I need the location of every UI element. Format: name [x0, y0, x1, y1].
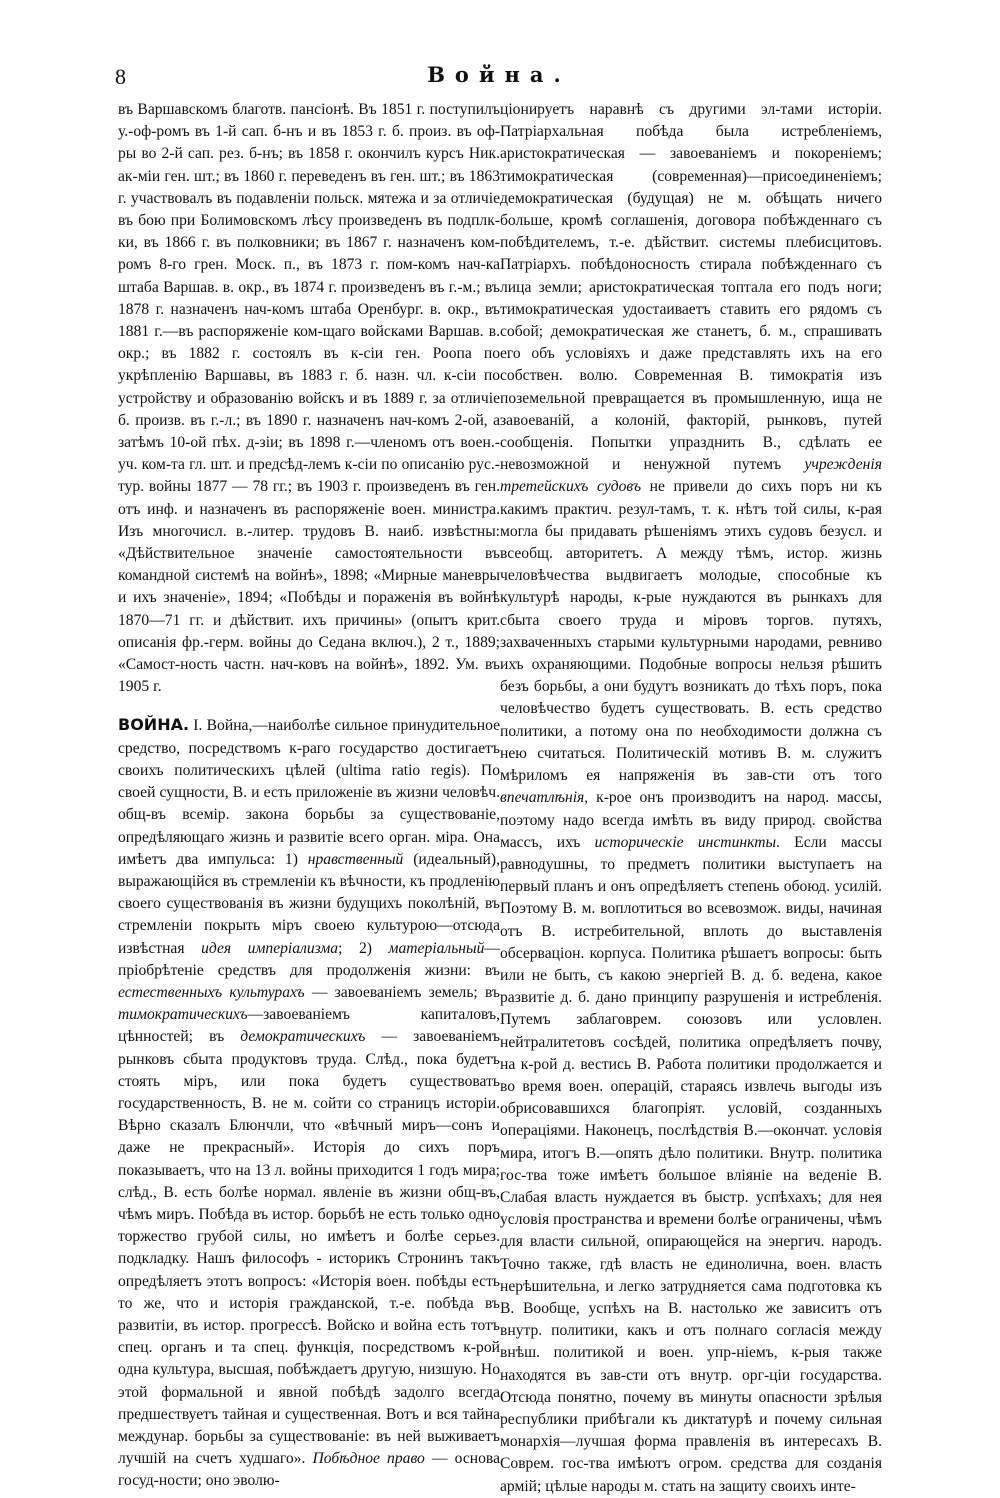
text-run: I. Война,—наиболѣе сильное принудительное средство, посредствомъ к-раго государство достигаетъ своихъ политическихъ цѣлей (ultima ratio regis). По своей сущности, В. и есть приложеніе въ жизни человѣч. общ-въ всемір. закона борьбы за существованіе, опредѣляющаго жизнь и развитіе всего орган. міра. Она имѣетъ два импульса: 1) — [118, 717, 500, 868]
text-run: ціонируетъ наравнѣ съ другими эл-тами исторіи. Патріархальная побѣда была истребленіемъ, аристократическая — завоеваніемъ и покореніемъ; тимократическая (современная)—присоединеніемъ; демократическая (будущая) не м. обѣщать ничего больше, кромѣ соглашенія, договора побѣжденнаго съ побѣдителемъ, т.-е. дѣйствит. системы плебисцитовъ. Патріархъ. побѣдоносность стирала побѣжденнаго съ лица земли; аристократическая топтала его подъ ноги; тимократическая удостаиваетъ ставить его рядомъ съ собой; демократическая же станетъ, б. м., спрашивать его объ условіяхъ и даже представлять ихъ на его собствен. волю. Современная В. тимократія изъ поземельной превращается въ промышленную, ища не завоеваній, а колоній, факторій, рынковъ, путей сообщенія. Попытки упразднить В., сдѣлать ее невозможной и ненужной путемъ — [500, 101, 882, 474]
italic-term: Побѣдное право — [312, 1450, 425, 1468]
italic-term: учрежденія третейскихъ судовъ — [500, 456, 882, 496]
italic-term: матеріальный — [388, 939, 485, 957]
left-column — [118, 99, 500, 1490]
italic-term: идея имперіализма — [201, 939, 339, 957]
headword: ВОЙНА. — [118, 715, 190, 735]
italic-term: впечатлѣнія — [500, 789, 585, 807]
italic-term: нравственный — [307, 850, 404, 868]
page-number: 8 — [115, 64, 126, 89]
text-run: — основа госуд-ности; оно эволю- — [118, 1450, 500, 1490]
text-run: , к-рое онъ производитъ на народ. массы, поэтому надо всегда имѣть въ виду природ. свойства массъ, ихъ — [500, 789, 882, 851]
text-run: ; 2) — [338, 939, 389, 957]
text-run: —пріобрѣтеніе средствъ для продолженія жизни: въ — [118, 939, 500, 979]
article-continuation — [500, 99, 882, 1498]
biography-paragraph: въ Варшавскомъ благотв. пансіонѣ. Въ 1851 г. поступилъ у.-оф-ромъ въ 1-й сап. б-нъ и въ 1853 г. б. произ. въ оф-ры во 2-й сап. рез. б-нъ; въ 1858 г. окончилъ курсъ Ник. ак-міи ген. шт.; въ 1860 г. переведенъ въ ген. шт.; въ 1863 г. участвовалъ въ подавленіи польск. мятежа и за отличіе въ бою при Болимовскомъ лѣсу произведенъ въ подплк-ки, въ 1866 г. въ полковники; въ 1867 г. назначенъ ком-ромъ 8-го грен. Моск. п., въ 1873 г. пом-комъ нач-ка штаба Варшав. в. окр., въ 1874 г. произведенъ въ г.-м.; въ 1878 г. назначенъ нач-комъ штаба Оренбург. в. окр., въ 1881 г.—въ распоряженіе ком-щаго войсками Варшав. в. окр.; въ 1882 г. состоялъ въ к-сіи ген. Роопа по укрѣпленію Варшавы, въ 1883 г. б. назн. чл. к-сіи по устройству и образованію войскъ и въ 1889 г. за отличіе б. произв. въ г.-л.; въ 1890 г. назначенъ нач-комъ 2-ой, а затѣмъ 10-ой пѣх. д-зіи; въ 1898 г.—членомъ отъ воен.-уч. ком-та гл. шт. и предсѣд-лемъ к-сіи по описанію рус.-тур. войны 1877 — 78 гг.; въ 1903 г. произведенъ въ ген. отъ инф. и назначенъ въ распоряженіе воен. министра. Изъ многочисл. в.-литер. трудовъ В. наиб. извѣстны: «Дѣйствительное значеніе самостоятельности въ командной системѣ на войнѣ», 1898; «Мирные маневры и ихъ значеніе», 1894; «Побѣды и пораженія въ войнѣ 1870—71 гг. и дѣйствит. ихъ причины» (опытъ крит. описанія фр.-герм. войны до Седана включ.), 2 т., 1889; «Самост-ность частн. нач-ковъ на войнѣ», 1892. Ум. въ 1905 г. — [118, 101, 500, 696]
italic-term: историческіе инстинкты — [594, 833, 777, 851]
text-run: — завоеваніемъ рынковъ сбыта продуктовъ труда. Слѣд., пока будетъ стоять міръ, или пока будетъ существовать государственность, В. не м. сойти со страницъ исторіи. Вѣрно сказалъ Блюнчли, что «вѣчный миръ—сонъ и даже не прекрасный». Исторія до сихъ поръ показываетъ, что на 13 л. войны приходится 1 годъ мира; слѣд., В. есть болѣе нормал. явленіе въ жизни общ-въ, чѣмъ миръ. Побѣда въ истор. борьбѣ не есть только одно торжество грубой силы, но имѣетъ и болѣе серьез. подкладку. Нашъ философъ - историкъ Стронинъ такъ опредѣляетъ этотъ вопросъ: «Исторія воен. побѣды есть то же, что и исторія гражданской, т.-е. побѣда въ развитіи, въ истор. прогрессѣ. Войско и война есть тотъ спец. органъ и та спец. функція, посредствомъ к-рой одна культура, высшая, побѣждаетъ другую, низшую. Но этой формальной и явной побѣдѣ задолго всегда предшествуетъ тайная и существенная. Вотъ и вся тайна междунар. борьбы за существованіе: въ ней выживаетъ лучшій на счетъ худшаго». — [118, 1028, 500, 1468]
italic-term: тимократическихъ — [118, 1006, 248, 1024]
text-run: не привели до сихъ поръ ни къ какимъ практич. резул-тамъ, т. к. нѣтъ той силы, к-рая могла бы придавать рѣшеніямъ этихъ судовъ безусл. и всеобщ. авторитетъ. А между тѣмъ, истор. жизнь человѣчества выдвигаетъ молодые, способные къ культурѣ народы, к-рые нуждаются въ рынкахъ для сбыта своего труда и міровъ торгов. путяхъ, захваченныхъ старыми культурными народами, ревниво ихъ охраняющими. Подобные вопросы нельзя рѣшить безъ борьбы, а они будутъ возникать до тѣхъ поръ, пока человѣчество будетъ существовать. В. есть средство политики, а потому она по необходимости должна съ нею считаться. Политическій мотивъ В. м. служитъ мѣриломъ ея напряженія въ зав-сти отъ того — [500, 478, 882, 785]
right-column — [500, 99, 882, 1495]
italic-term: естественныхъ культурахъ — [118, 983, 305, 1001]
running-title: Война. — [427, 62, 571, 87]
text-run: (идеальный), выражающійся въ стремленіи къ вѣчности, къ продленію своего существованія въ жизни будущихъ поколѣній, въ стремленіи покрыть міръ своею культурою—отсюда извѣстная — [118, 850, 500, 957]
text-run: . Если массы равнодушны, то предметъ политики выступаетъ на первый планъ и онъ опредѣляетъ степень обоюд. усилій. Поэтому В. м. воплотиться во всевозмож. виды, начиная отъ В. истребительной, вплоть до выставленія обсервацiон. корпуса. Политика рѣшаетъ вопросы: быть или не быть, съ какою энергіей В. д. б. ведена, какое развитіе д. б. дано принципу разрушенія и истребленія. Путемъ заблаговрем. союзовъ или условлен. нейтралитетовъ сосѣдей, политика опредѣляетъ почву, на к-рой д. вестись В. Работа политики продолжается и во время воен. операцій, стараясь извлечь выгоды изъ обрисовавшихся благопріят. условій, созданныхъ операціями. Наконецъ, послѣдствія В.—окончат. условія мира, итогъ В.—опять дѣло политики. Внутр. политика гос-тва тоже имѣетъ большое вліяніе на веденіе В. Слабая власть нуждается въ быстр. успѣхахъ; для нея условія пространства и времени болѣе ограничены, чѣмъ для власти сильной, опирающейся на энергич. народъ. Точно также, гдѣ власть не единолична, воен. власть нерѣшительна, и легко затрудняется сама подготовка къ В. Вообще, успѣхъ на В. настолько же зависитъ отъ внутр. политики, какъ и отъ полнаго согласія между внѣш. политикой и воен. упр-ніемъ, к-рыя также находятся въ зав-сти отъ внутр. орг-ціи государства. Отсюда понятно, почему въ минуты опасности зрѣлыя республики прибѣгали къ диктатурѣ и почему сильная монархія—лучшая форма правленія въ интересахъ В. Соврем. гос-тва имѣютъ огром. средства для созданія армій; цѣлые народы м. стать на защиту своихъ инте- — [500, 833, 882, 1495]
text-run: —завоеваніемъ капиталовъ, цѣнностей; въ — [118, 1006, 500, 1046]
article-entry — [118, 714, 500, 1492]
page-header — [115, 64, 883, 94]
italic-term: демократическихъ — [240, 1028, 366, 1046]
text-run: — завоеваніемъ земель; въ — [304, 983, 500, 1001]
